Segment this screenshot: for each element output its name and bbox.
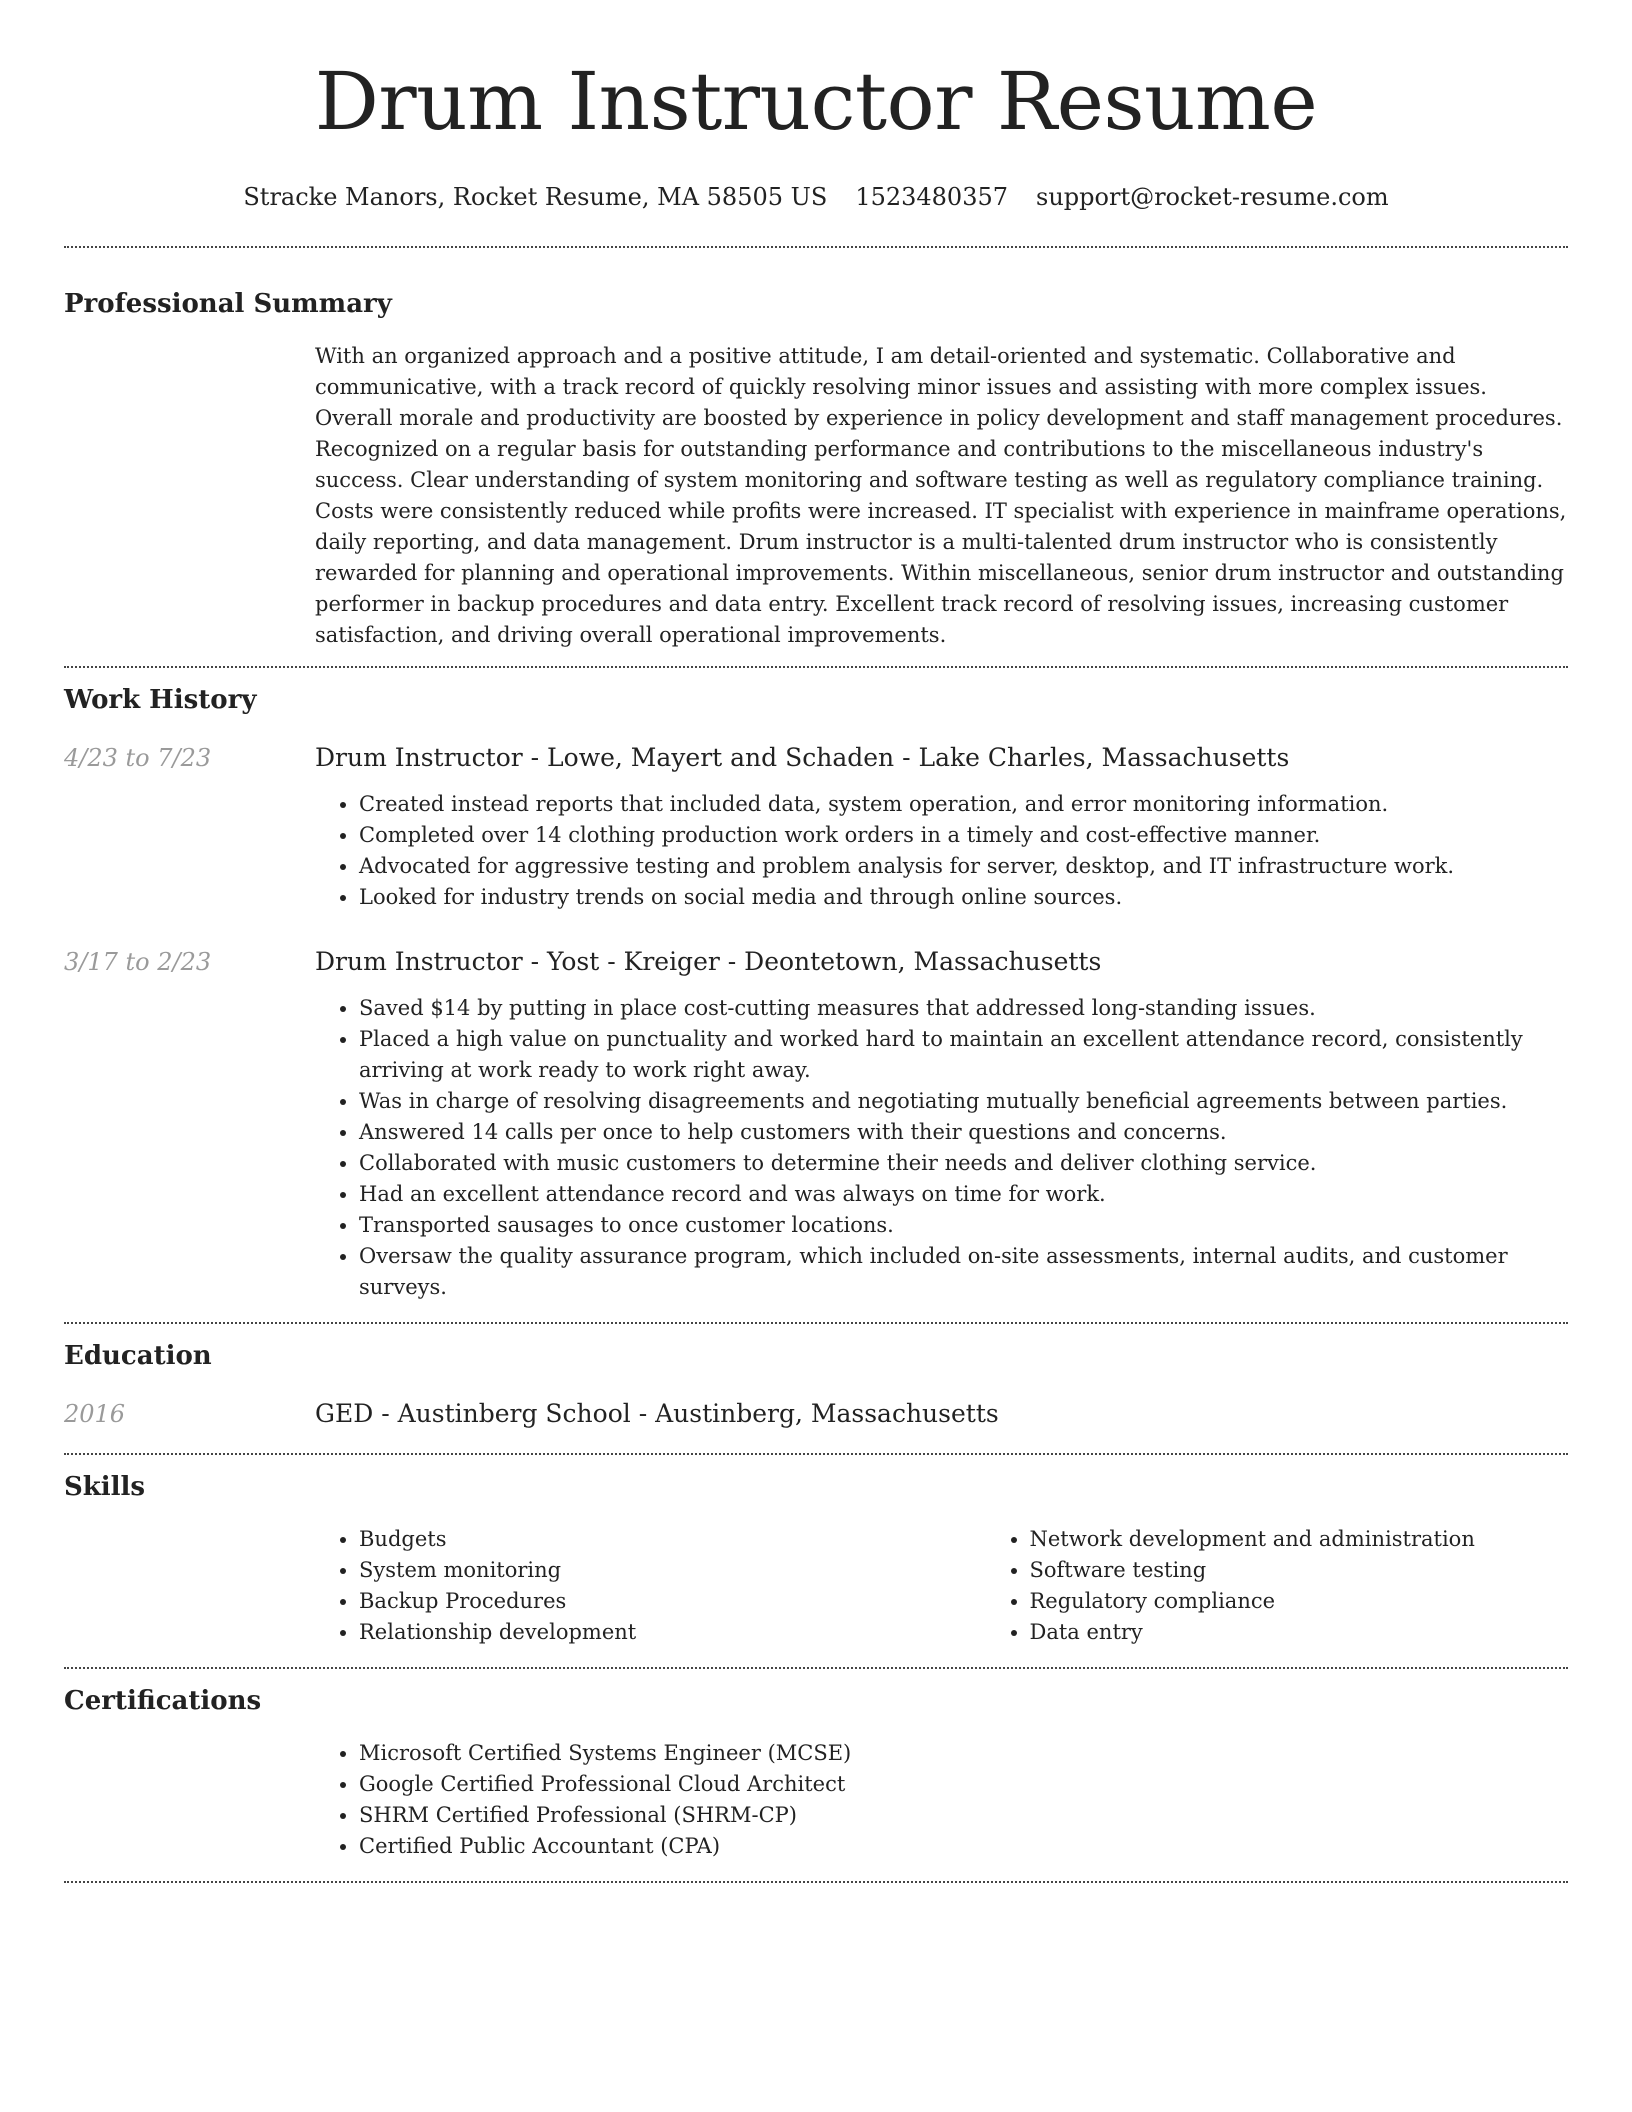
- job-dates: 4/23 to 7/23: [64, 744, 212, 772]
- list-item: • Backup Procedures: [359, 1586, 986, 1617]
- skills-list-left: [315, 1524, 986, 1648]
- list-item: • Google Certified Professional Cloud Architect: [359, 1769, 1568, 1800]
- list-item: • Collaborated with music customers to determine their needs and deliver clothing service.: [359, 1148, 1568, 1179]
- contact-phone: 1523480357: [855, 183, 1009, 211]
- skills-section: [64, 1471, 1568, 1648]
- list-item: • Transported sausages to once customer locations.: [359, 1210, 1568, 1241]
- list-item: • Completed over 14 clothing production work orders in a timely and cost-effective manner.: [359, 820, 1568, 851]
- list-item: • System monitoring: [359, 1555, 986, 1586]
- job-entry: [64, 742, 1568, 913]
- list-item: • Oversaw the quality assurance program, which included on-site assessments, internal audits, and customer surveys.: [359, 1241, 1568, 1303]
- page-title: Drum Instructor Resume: [314, 55, 1318, 148]
- job-duties: [315, 789, 1568, 913]
- list-item: • Advocated for aggressive testing and problem analysis for server, desktop, and IT infrastructure work.: [359, 851, 1568, 882]
- list-item: • Regulatory compliance: [1030, 1586, 1632, 1617]
- divider: [64, 666, 1568, 668]
- work-history-section: [64, 684, 1568, 1303]
- job-duties: [315, 993, 1568, 1303]
- job-title: Drum Instructor - Yost - Kreiger - Deontetown, Massachusetts: [315, 947, 1102, 976]
- list-item: • Placed a high value on punctuality and worked hard to maintain an excellent attendance record, consistently arriving at work ready to work right away.: [359, 1024, 1568, 1086]
- contact-email: support@rocket-resume.com: [1036, 183, 1389, 211]
- list-item: • Budgets: [359, 1524, 986, 1555]
- summary-text: With an organized approach and a positive attitude, I am detail-oriented and systematic. Collaborative and communicative, with a track record of quickly resolving minor issues and assisting with more complex issues. Overall morale and productivity are boosted by experience in policy development and staff management procedures. Recognized on a regular basis for outstanding performance and contributions to the miscellaneous industry's success. Clear understanding of system monitoring and software testing as well as regulatory compliance training. Costs were consistently reduced while profits were increased. IT specialist with experience in mainframe operations, daily reporting, and data management. Drum instructor is a multi-talented drum instructor who is consistently rewarded for planning and operational improvements. Within miscellaneous, senior drum instructor and outstanding performer in backup procedures and data entry. Excellent track record of resolving issues, increasing customer satisfaction, and driving overall operational improvements.: [315, 344, 1567, 647]
- list-item: • Created instead reports that included data, system operation, and error monitoring information.: [359, 789, 1568, 820]
- divider: [64, 246, 1568, 248]
- section-title-certifications: Certifications: [64, 1686, 262, 1716]
- list-item: • Microsoft Certified Systems Engineer (MCSE): [359, 1738, 1568, 1769]
- education-entry: [64, 1398, 1568, 1430]
- certifications-section: [64, 1685, 1568, 1862]
- section-title-education: Education: [64, 1341, 212, 1371]
- job-dates: 3/17 to 2/23: [64, 948, 212, 976]
- divider: [64, 1881, 1568, 1883]
- contact-line: [64, 182, 1568, 212]
- list-item: • Had an excellent attendance record and was always on time for work.: [359, 1179, 1568, 1210]
- contact-address: Stracke Manors, Rocket Resume, MA 58505 US: [243, 183, 828, 211]
- list-item: • SHRM Certified Professional (SHRM-CP): [359, 1800, 1568, 1831]
- list-item: • Software testing: [1030, 1555, 1632, 1586]
- skills-list-right: [986, 1524, 1632, 1648]
- section-title-summary: Professional Summary: [64, 289, 392, 319]
- education-section: [64, 1340, 1568, 1430]
- job-title: Drum Instructor - Lowe, Mayert and Schaden - Lake Charles, Massachusetts: [315, 743, 1290, 772]
- job-entry: [64, 946, 1568, 1303]
- section-title-skills: Skills: [64, 1472, 146, 1502]
- list-item: • Network development and administration: [1030, 1524, 1632, 1555]
- summary-section: [64, 288, 1568, 651]
- list-item: • Looked for industry trends on social media and through online sources.: [359, 882, 1568, 913]
- list-item: • Was in charge of resolving disagreements and negotiating mutually beneficial agreements between parties.: [359, 1086, 1568, 1117]
- education-year: 2016: [64, 1400, 126, 1428]
- list-item: • Answered 14 calls per once to help customers with their questions and concerns.: [359, 1117, 1568, 1148]
- list-item: • Data entry: [1030, 1617, 1632, 1648]
- divider: [64, 1667, 1568, 1669]
- education-degree: GED - Austinberg School - Austinberg, Massachusetts: [315, 1399, 999, 1428]
- list-item: • Relationship development: [359, 1617, 986, 1648]
- divider: [64, 1453, 1568, 1455]
- divider: [64, 1322, 1568, 1324]
- list-item: • Certified Public Accountant (CPA): [359, 1831, 1568, 1862]
- certifications-list: [315, 1738, 1568, 1862]
- list-item: • Saved $14 by putting in place cost-cutting measures that addressed long-standing issues.: [359, 993, 1568, 1024]
- section-title-work-history: Work History: [64, 685, 257, 715]
